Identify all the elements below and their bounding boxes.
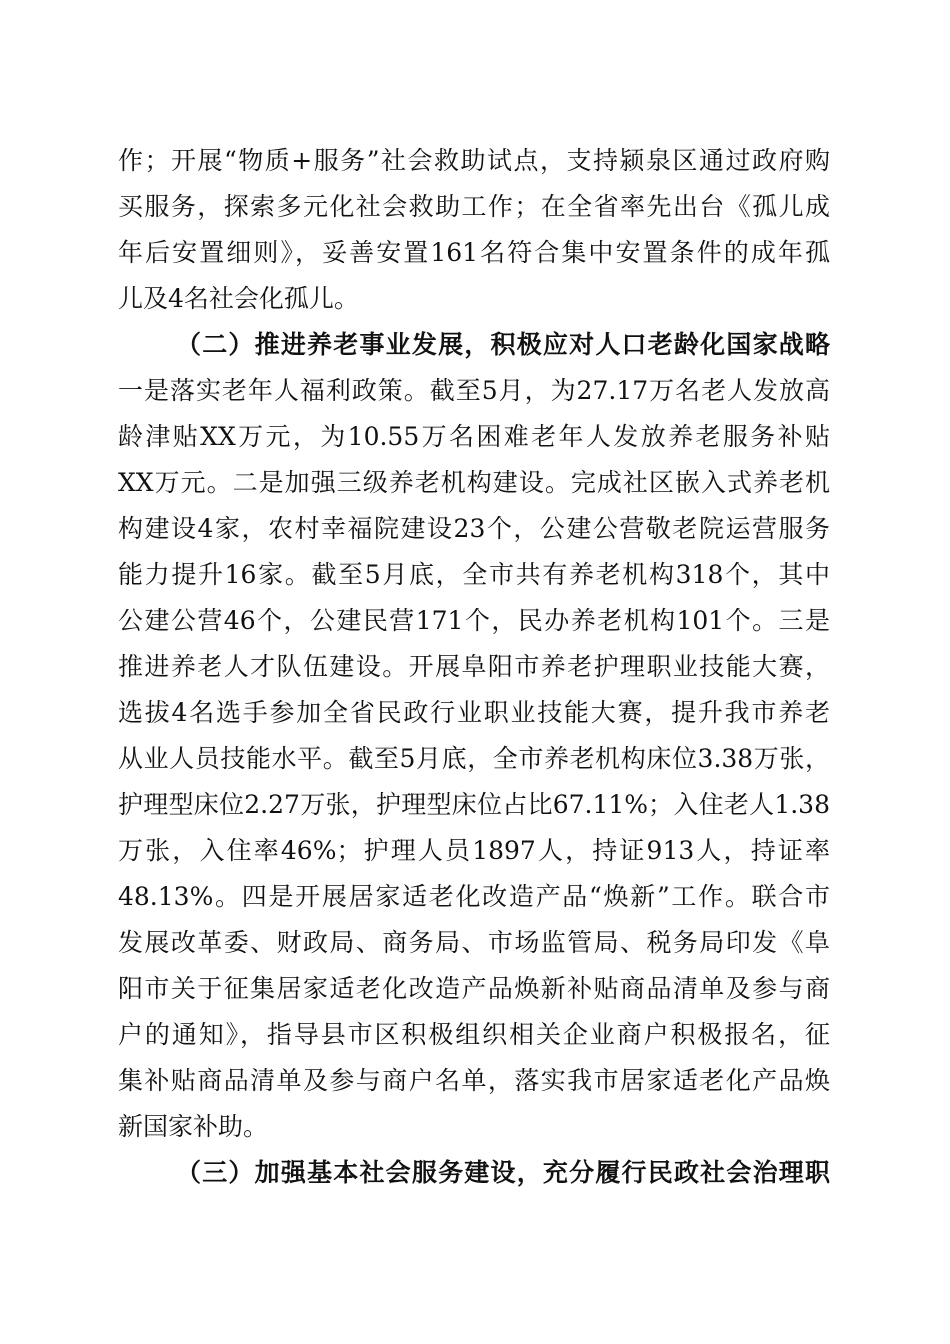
paragraph-1-line-3: 年后安置细则》，妥善安置161名符合集中安置条件的成年孤 bbox=[118, 238, 830, 267]
paragraph-2-line-7: 推进养老人才队伍建设。开展阜阳市养老护理职业技能大赛， bbox=[118, 652, 830, 681]
paragraph-2-line-16: 集补贴商品清单及参与商户名单，落实我市居家适老化产品焕 bbox=[118, 1066, 830, 1095]
section-heading-2: （二）推进养老事业发展，积极应对人口老龄化国家战略 bbox=[176, 330, 830, 359]
paragraph-2-line-11: 万张，入住率46%；护理人员1897人，持证913人，持证率 bbox=[118, 836, 830, 865]
paragraph-2-line-14: 阳市关于征集居家适老化改造产品焕新补贴商品清单及参与商 bbox=[118, 974, 830, 1003]
paragraph-2-line-15: 户的通知》，指导县市区积极组织相关企业商户积极报名，征 bbox=[118, 1020, 830, 1049]
paragraph-2-line-4: 构建设4家，农村幸福院建设23个，公建公营敬老院运营服务 bbox=[118, 514, 830, 543]
paragraph-1-line-4: 儿及4名社会化孤儿。 bbox=[118, 284, 359, 313]
paragraph-2-line-5: 能力提升16家。截至5月底，全市共有养老机构318个，其中 bbox=[118, 560, 830, 589]
paragraph-2-line-12: 48.13%。四是开展居家适老化改造产品“焕新”工作。联合市 bbox=[118, 882, 830, 911]
paragraph-2-line-3: XX万元。二是加强三级养老机构建设。完成社区嵌入式养老机 bbox=[118, 468, 830, 497]
paragraph-2-line-1: 一是落实老年人福利政策。截至5月，为27.17万名老人发放高 bbox=[118, 376, 830, 405]
paragraph-2-line-8: 选拔4名选手参加全省民政行业职业技能大赛，提升我市养老 bbox=[118, 698, 830, 727]
paragraph-1-line-2: 买服务，探索多元化社会救助工作；在全省率先出台《孤儿成 bbox=[118, 192, 830, 221]
paragraph-2-line-2: 龄津贴XX万元，为10.55万名困难老年人发放养老服务补贴 bbox=[118, 422, 830, 451]
section-heading-3: （三）加强基本社会服务建设，充分履行民政社会治理职 bbox=[176, 1158, 830, 1187]
paragraph-1-line-1: 作；开展“物质+服务”社会救助试点，支持颍泉区通过政府购 bbox=[118, 146, 830, 175]
paragraph-2-line-9: 从业人员技能水平。截至5月底，全市养老机构床位3.38万张， bbox=[118, 744, 830, 773]
paragraph-2-line-13: 发展改革委、财政局、商务局、市场监管局、税务局印发《阜 bbox=[118, 928, 830, 957]
paragraph-2-line-10: 护理型床位2.27万张，护理型床位占比67.11%；入住老人1.38 bbox=[118, 790, 830, 819]
paragraph-2-line-6: 公建公营46个，公建民营171个，民办养老机构101个。三是 bbox=[118, 606, 830, 635]
paragraph-2-line-17: 新国家补助。 bbox=[118, 1112, 269, 1141]
